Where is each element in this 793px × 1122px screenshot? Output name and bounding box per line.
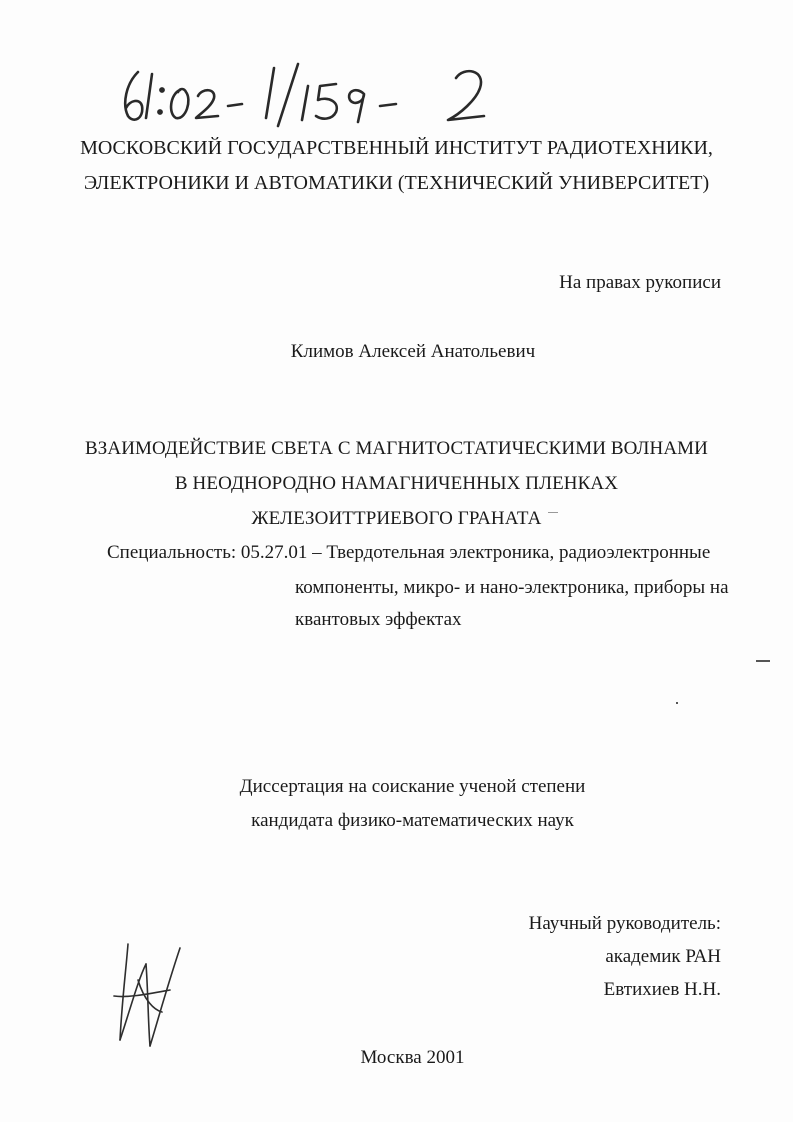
specialty-line-3: квантовых эффектах [295, 609, 462, 630]
specialty-line-1: Специальность: 05.27.01 – Твердотельная электроника, радиоэлектронные [107, 542, 711, 563]
scan-speck [756, 660, 770, 662]
scan-speck [548, 512, 558, 513]
degree-line-2: кандидата физико-математических наук [251, 810, 574, 831]
institute-name-line-1: МОСКОВСКИЙ ГОСУДАРСТВЕННЫЙ ИНСТИТУТ РАДИОТЕХНИКИ, [80, 137, 713, 159]
institute-name-line-2: ЭЛЕКТРОНИКИ И АВТОМАТИКИ (ТЕХНИЧЕСКИЙ УНИВЕРСИТЕТ) [83, 172, 710, 194]
signature-mark [108, 940, 188, 1050]
author-name: Климов Алексей Анатольевич [290, 341, 536, 362]
degree-line-1: Диссертация на соискание ученой степени [239, 776, 586, 797]
title-line-3: ЖЕЛЕЗОИТТРИЕВОГО ГРАНАТА [251, 508, 542, 529]
title-line-1: ВЗАИМОДЕЙСТВИЕ СВЕТА С МАГНИТОСТАТИЧЕСКИМИ ВОЛНАМИ [85, 438, 708, 459]
city-year: Москва 2001 [360, 1047, 465, 1068]
scan-speck [676, 702, 678, 704]
specialty-line-2: компоненты, микро- и нано-электроника, приборы на [295, 577, 729, 598]
supervisor-label: Научный руководитель: [528, 913, 721, 934]
supervisor-name: Евтихиев Н.Н. [603, 979, 721, 1000]
handwritten-archive-code [118, 60, 498, 130]
title-line-2: В НЕОДНОРОДНО НАМАГНИЧЕННЫХ ПЛЕНКАХ [174, 473, 619, 494]
supervisor-rank: академик РАН [605, 946, 721, 967]
manuscript-note: На правах рукописи [559, 272, 721, 293]
